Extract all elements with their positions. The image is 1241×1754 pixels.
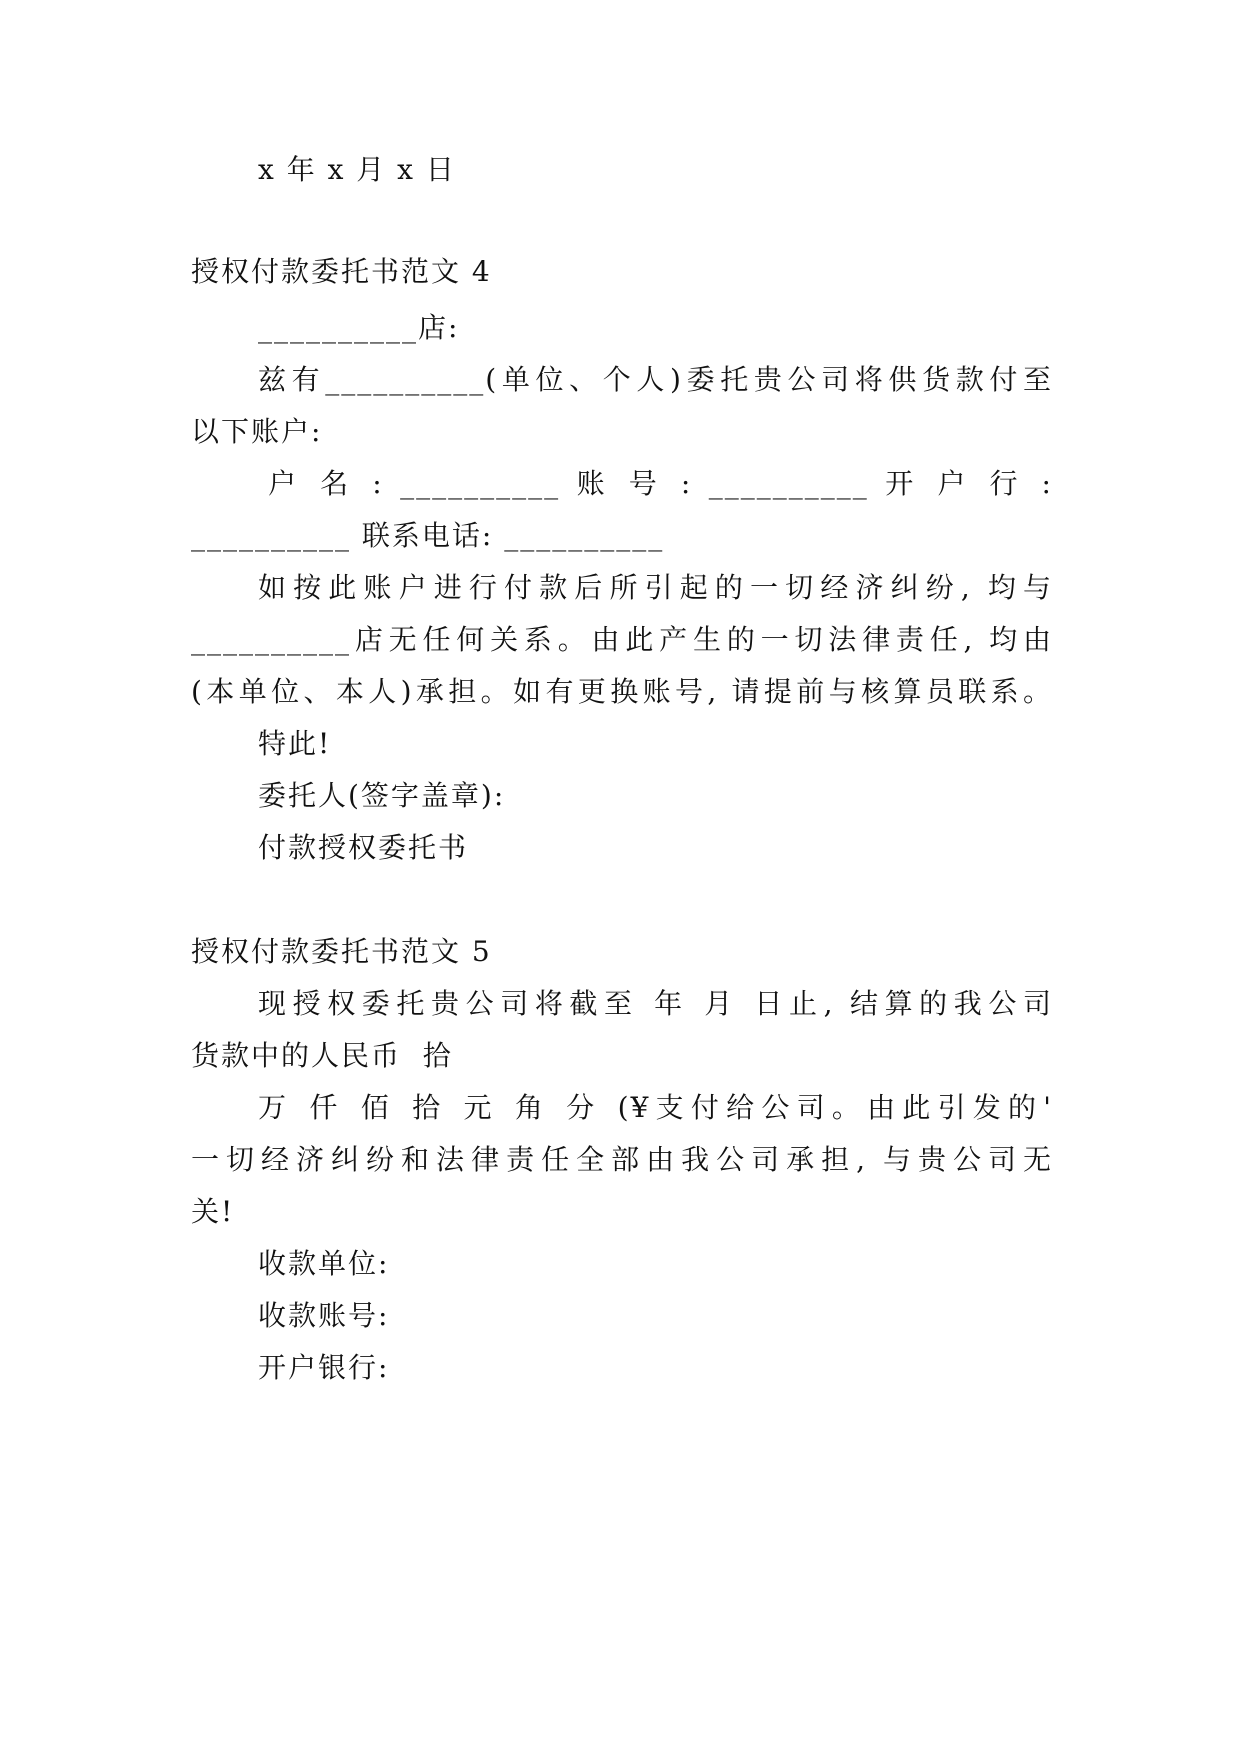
section-5-para2-line1: 万 仟 佰 拾 元 角 分 (¥支付给公司。由此引发的': [258, 1091, 1053, 1124]
section-4-para2-line3: (本单位、本人)承担。如有更换账号, 请提前与核算员联系。: [191, 675, 1053, 708]
account-fields-line2: __________ 联系电话: __________: [191, 519, 665, 552]
title-note-line: 付款授权委托书: [258, 831, 469, 864]
section-4-heading: 授权付款委托书范文 4: [191, 255, 492, 288]
payee-bank-line: 开户银行:: [258, 1351, 390, 1384]
signature-line: 委托人(签字盖章):: [258, 779, 506, 812]
closing-line: 特此!: [258, 727, 332, 760]
account-fields-line1: 户 名 : __________ 账 号 : __________ 开 户 行 :: [268, 467, 1053, 500]
section-4-para2-line1: 如按此账户进行付款后所引起的一切经济纠纷, 均与: [258, 571, 1053, 604]
section-4-para2-line2: __________店无任何关系。由此产生的一切法律责任, 均由: [191, 623, 1053, 656]
date-line: x 年 x 月 x 日: [258, 153, 456, 186]
section-5-para1-line2: 货款中的人民币 拾: [191, 1039, 453, 1072]
section-5-para2-line2: 一切经济纠纷和法律责任全部由我公司承担, 与贵公司无: [191, 1143, 1053, 1176]
payee-unit-line: 收款单位:: [258, 1247, 390, 1280]
payee-account-line: 收款账号:: [258, 1299, 390, 1332]
section-5-heading: 授权付款委托书范文 5: [191, 935, 492, 968]
section-4-para1-line2: 以下账户:: [191, 415, 323, 448]
section-5-para1-line1: 现授权委托贵公司将截至 年 月 日止, 结算的我公司: [258, 987, 1053, 1020]
section-5-para2-line3: 关!: [191, 1195, 235, 1228]
section-4-para1-line1: 兹有__________(单位、个人)委托贵公司将供货款付至: [258, 363, 1053, 396]
addressee-line: __________店:: [258, 311, 460, 344]
